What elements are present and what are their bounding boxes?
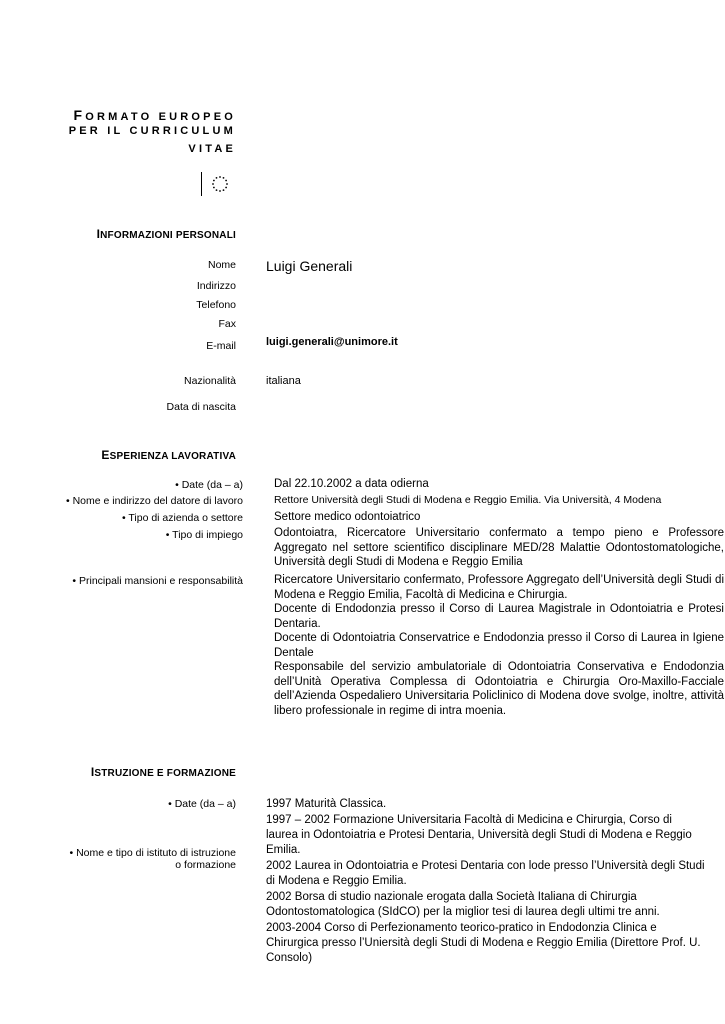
value-email[interactable]: luigi.generali@unimore.it bbox=[266, 336, 398, 348]
label-exp-sector: • Tipo di azienda o settore bbox=[121, 512, 243, 524]
label-exp-dates: • Date (da – a) bbox=[175, 479, 243, 491]
cv-title-line-1: FORMATO EUROPEO bbox=[73, 107, 236, 123]
duty-item: Ricercatore Universitario confermato, Professore Aggregato dell’Università degli Studi di Modena e Reggio Emilia, Facoltà di Medicina e Chirurgia. bbox=[274, 574, 724, 601]
label-address: Indirizzo bbox=[196, 280, 236, 292]
duty-item: Docente di Odontoiatria Conservatrice e Endodonzia presso il Corso di Laurea in Igiene Dentale bbox=[274, 632, 724, 659]
value-name: Luigi Generali bbox=[266, 258, 353, 274]
value-exp-sector: Settore medico odontoiatrico bbox=[274, 511, 421, 523]
label-edu-dates: • Date (da – a) bbox=[168, 798, 236, 810]
education-item: 2002 Borsa di studio nazionale erogata dalla Società Italiana di Chirurgia Odontostomatologica (SIdCO) per la miglior tesi di laurea degli ultimi tre anni. bbox=[266, 891, 660, 918]
label-fax: Fax bbox=[218, 318, 236, 330]
label-nationality: Nazionalità bbox=[184, 375, 236, 387]
exp-duties-list bbox=[274, 573, 724, 718]
duty-item: Docente di Endodonzia presso il Corso di Laurea Magistrale in Odontoiatria e Protesi Dentaria. bbox=[274, 603, 724, 630]
label-exp-employer: • Nome e indirizzo del datore di lavoro bbox=[65, 495, 243, 507]
eu-flag-icon bbox=[201, 172, 237, 196]
value-nationality: italiana bbox=[266, 375, 301, 387]
section-personal-info: INFORMAZIONI PERSONALI bbox=[96, 227, 236, 241]
label-birth-date: Data di nascita bbox=[166, 401, 236, 413]
education-item: 2002 Laurea in Odontoiatria e Protesi Dentaria con lode presso l’Università degli Studi di Modena e Reggio Emilia. bbox=[266, 860, 705, 887]
cv-title-line-2: PER IL CURRICULUM bbox=[68, 125, 236, 137]
section-work-experience: ESPERIENZA LAVORATIVA bbox=[101, 448, 236, 462]
education-list bbox=[266, 797, 706, 967]
label-email: E-mail bbox=[206, 340, 236, 352]
section-education: ISTRUZIONE E FORMAZIONE bbox=[90, 765, 236, 779]
education-item: 2003-2004 Corso di Perfezionamento teorico-pratico in Endodonzia Clinica e Chirurgica presso l’Uniersità degli Studi di Modena e Reggio Emilia (Direttore Prof. U. Consolo) bbox=[266, 922, 701, 964]
label-edu-institute: • Nome e tipo di istituto di istruzione o formazione bbox=[69, 847, 236, 871]
label-phone: Telefono bbox=[196, 299, 236, 311]
duty-item: Responsabile del servizio ambulatoriale di Odontoiatria Conservativa e Endodonzia dell’Unità Operativa Complessa di Odontoiatria e Chirurgia Oro-Maxillo-Facciale dell’Azienda Ospedaliero Universitaria Policlinico di Modena dove svolge, inoltre, attività libero professionale in regime di intra moenia. bbox=[274, 661, 724, 717]
eu-stars-icon bbox=[211, 175, 229, 193]
label-exp-duties: • Principali mansioni e responsabilità bbox=[72, 575, 243, 587]
value-exp-job-type: Odontoiatra, Ricercatore Universitario confermato a tempo pieno e Professore Aggregato nel settore scientifico disciplinare MED/28 Malattie Odontostomatologiche, Università degli Studi di Modena e Reggio Emilia bbox=[274, 527, 724, 568]
cv-title-line-3: VITAE bbox=[188, 143, 236, 155]
value-exp-employer: Rettore Università degli Studi di Modena e Reggio Emilia. Via Università, 4 Modena bbox=[274, 494, 662, 506]
label-name: Nome bbox=[207, 259, 236, 271]
education-item: 1997 Maturità Classica. bbox=[266, 798, 387, 810]
value-exp-dates: Dal 22.10.2002 a data odierna bbox=[274, 478, 429, 490]
label-exp-job-type: • Tipo di impiego bbox=[165, 529, 243, 541]
education-item: 1997 – 2002 Formazione Universitaria Facoltà di Medicina e Chirurgia, Corso di laurea in Odontoiatria e Protesi Dentaria, Università degli Studi di Modena e Reggio Emilia. bbox=[266, 814, 692, 856]
